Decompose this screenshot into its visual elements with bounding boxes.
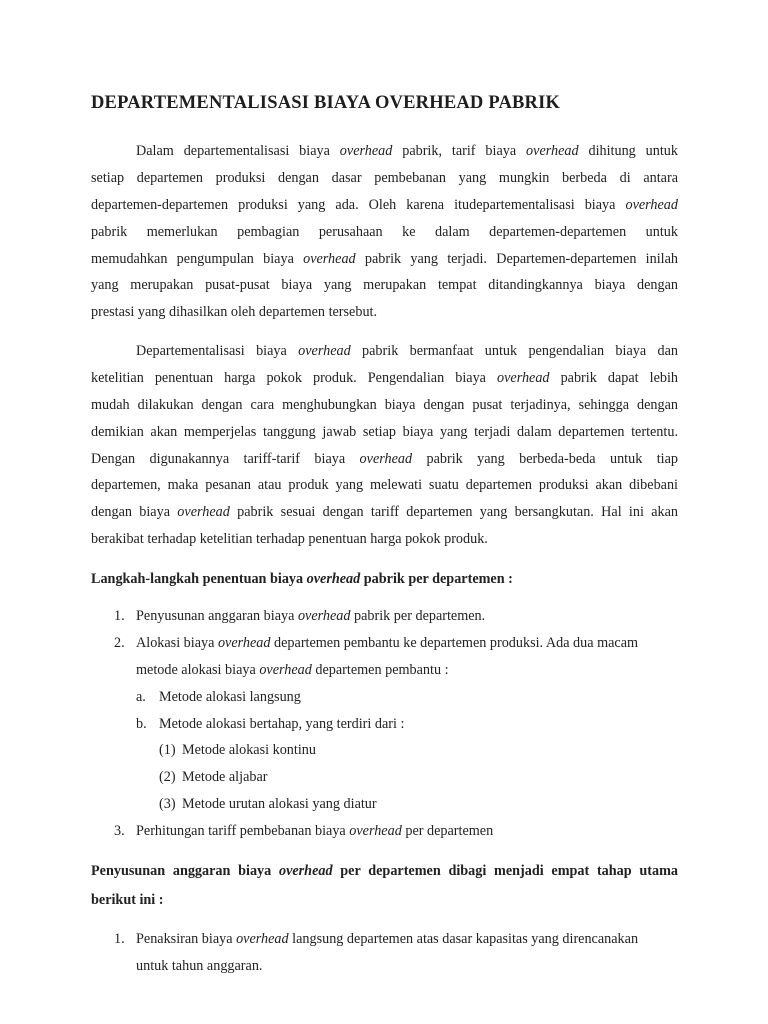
list-item-line: Penaksiran biaya overhead langsung departemen atas dasar kapasitas yang direncanakan (136, 931, 639, 947)
text-line: departemen-departemen produksi yang ada. Oleh karena itudepartementalisasi biaya overhead (91, 196, 678, 213)
text-line: setiap departemen produksi dengan dasar pembebanan yang mungkin berbeda di antara (91, 169, 678, 186)
list-item-line: Metode aljabar (182, 769, 268, 785)
italic-term: overhead (236, 931, 289, 947)
text-line: Dengan digunakannya tariff-tarif biaya overhead pabrik yang berbeda-beda untuk tiap (91, 450, 678, 467)
italic-term: overhead (298, 343, 351, 359)
text-line: berakibat terhadap ketelitian terhadap penentuan harga pokok produk. (91, 531, 488, 548)
list-item-number: (1) (159, 742, 176, 758)
italic-term: overhead (259, 662, 312, 678)
list-item-line: metode alokasi biaya overhead departemen pembantu : (136, 662, 449, 678)
list-item-number: 1. (114, 931, 125, 947)
list-item-line: Perhitungan tariff pembebanan biaya overhead per departemen (136, 823, 494, 839)
list-item-number: a. (136, 689, 146, 705)
text-line: berikut ini : (91, 892, 164, 908)
text-line: memudahkan pengumpulan biaya overhead pabrik yang terjadi. Departemen-departemen inilah (91, 250, 678, 267)
list-item-number: 2. (114, 635, 125, 651)
italic-term: overhead (278, 863, 333, 879)
steps-heading: Langkah-langkah penentuan biaya overhead pabrik per departemen : (91, 571, 513, 587)
text-line: ketelitian penentuan harga pokok produk. Pengendalian biaya overhead pabrik dapat lebih (91, 369, 678, 386)
list-item-line: Metode alokasi bertahap, yang terdiri dari : (159, 716, 405, 732)
text-line: pabrik memerlukan pembagian perusahaan ke dalam departemen-departemen untuk (91, 223, 678, 240)
italic-term: overhead (297, 608, 351, 624)
paragraph-2 (91, 338, 678, 553)
text-line: demikian akan memperjelas tanggung jawab setiap biaya yang terjadi dalam departemen tertentu. (91, 423, 678, 440)
text-line: Departementalisasi biaya overhead pabrik bermanfaat untuk pengendalian biaya dan (136, 343, 678, 359)
list-item-line: Alokasi biaya overhead departemen pembantu ke departemen produksi. Ada dua macam (136, 635, 639, 651)
italic-term: overhead (177, 504, 230, 521)
list-item-line: untuk tahun anggaran. (136, 958, 263, 974)
text-line: prestasi yang dihasilkan oleh departemen tersebut. (91, 304, 378, 321)
document-title: DEPARTEMENTALISASI BIAYA OVERHEAD PABRIK (91, 93, 561, 113)
list-item-line: Metode alokasi langsung (159, 689, 301, 705)
list-item-number: 1. (114, 608, 125, 624)
italic-term: overhead (497, 369, 550, 386)
italic-term: overhead (303, 250, 356, 267)
text-line: dengan biaya overhead pabrik sesuai dengan tariff departemen yang bersangkutan. Hal ini akan (91, 504, 678, 521)
italic-term: overhead (339, 143, 393, 159)
italic-term: overhead (625, 196, 678, 213)
paragraph-1 (91, 138, 678, 326)
list-item-number: 3. (114, 823, 125, 839)
italic-term: overhead (217, 635, 271, 651)
italic-term: overhead (526, 143, 579, 159)
budget-heading (91, 857, 678, 915)
italic-term: overhead (359, 450, 413, 467)
list-item-line: Metode urutan alokasi yang diatur (182, 796, 377, 812)
list-item-line: Penyusunan anggaran biaya overhead pabrik per departemen. (136, 608, 486, 624)
text-line: mudah dilakukan dengan cara menghubungkan biaya dengan pusat terjadinya, sehingga dengan (91, 396, 678, 413)
list-item-number: (3) (159, 796, 176, 812)
text-line: departemen, maka pesanan atau produk yang melewati suatu departemen produksi akan dibebani (91, 477, 678, 494)
list-item-line: Metode alokasi kontinu (182, 742, 316, 758)
italic-term: overhead (349, 823, 402, 839)
list-item-number: (2) (159, 769, 176, 785)
italic-term: overhead (306, 571, 361, 587)
text-line: Dalam departementalisasi biaya overhead pabrik, tarif biaya overhead dihitung untuk (136, 143, 678, 159)
text-line: yang merupakan pusat-pusat biaya yang merupakan tempat ditandingkannya biaya dengan (91, 277, 678, 294)
text-line: Penyusunan anggaran biaya overhead per departemen dibagi menjadi empat tahap utama (91, 863, 678, 879)
list-item-number: b. (136, 716, 147, 732)
